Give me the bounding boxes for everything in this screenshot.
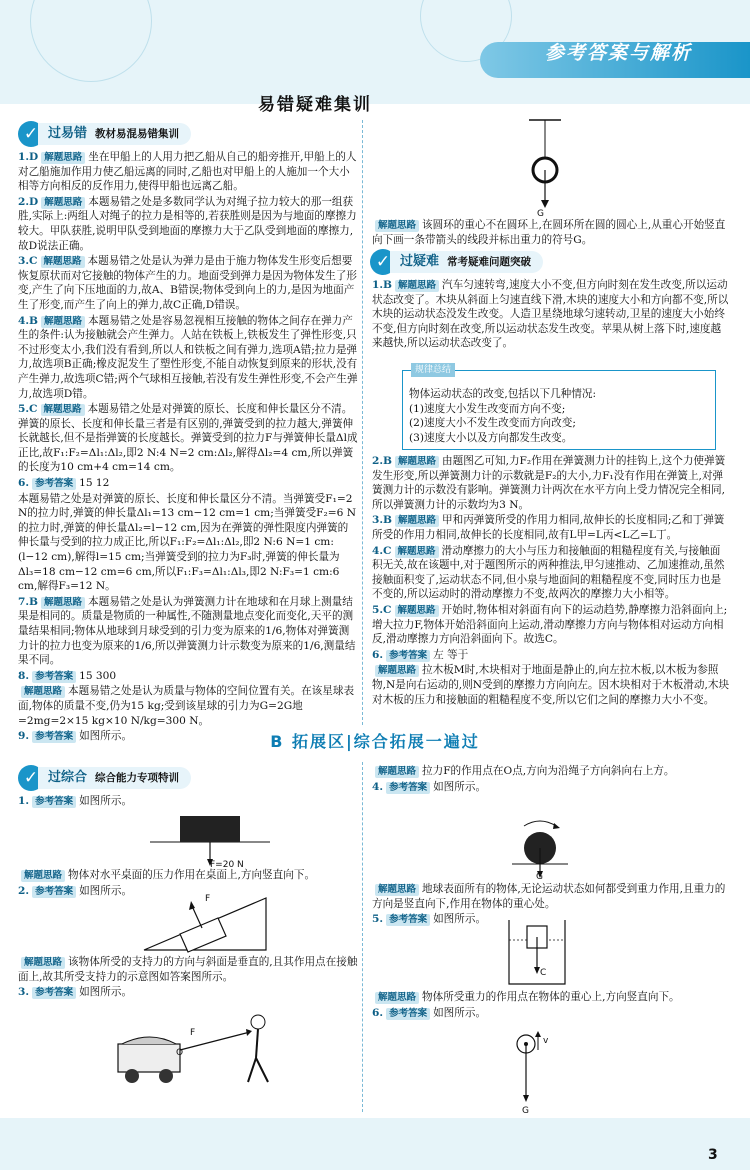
check-icon: ✓ <box>18 765 44 791</box>
answer-item: 解题思路 本题易错之处是认为质量与物体的空间位置有关。在该星球表面,物体的质量不变,仍为15 kg;受到该星球的引力为G=2G地=2mg=2×15 kg×10 N/kg=300 N。 <box>18 685 355 727</box>
answer-item: 解题思路 该圆环的重心不在圆环上,在圆环所在圆的圆心上,从重心开始竖直向下画一条带箭头的线段并标出重力的符号G。 <box>372 219 726 246</box>
answer-item: 4.B 解题思路 本题易错之处是容易忽视相互接触的物体之间存在弹力产生的条件:认为接触就会产生弹力。人站在铁板上,铁板发生了弹性形变,只不过形变太小,我们没有看到,所以人和铁板之间有弹力,选项A错;拉力是弹力,故选项B正确;橡皮泥发生了塑性形变,不能自动恢复到原来的形状,没有产生弹力,故选项C错;两个气球相互接触,若没有发生弹性形变,不会产生弹力,故选项D错。 <box>18 314 358 400</box>
c-right-items: 解题思路 拉力F的作用点在O点,方向为沿绳子方向斜向右上方。 4. 参考答案 如图所示。 <box>372 765 675 793</box>
answer-item: 3.B 解题思路 甲和丙弹簧所受的作用力相同,故伸长的长度相同;乙和丁弹簧所受的作用力相同,故伸长的长度相同,故有L甲=L丙<L乙=L丁。 <box>372 514 725 541</box>
answer-item: 2.B 解题思路 由题图乙可知,力F₂作用在弹簧测力计的挂钩上,这个力使弹簧发生形变,所以弹簧测力计的示数就是F₂的大小,力F₁没有作用在弹簧上,对弹簧测力计的示数没有影响。弹簧测力计两次在水平方向上受力情况完全相同,所以弹簧测力计的示数均为3 N。 <box>372 455 726 511</box>
answer-item: 本题易错之处是对弹簧的原长、长度和伸长量区分不清。当弹簧受F₁=2 N的拉力时,弹簧的伸长量Δl₁=13 cm−12 cm=1 cm;当弹簧受F₂=6 N的拉力时,弹簧的伸长量Δl₂=l−12 cm,因为在弹簧的弹性限度内弹簧的伸长量与受到的拉力成正比,所以F₁:F₂=Δl₁:Δl₂,即2 N:6 N=1 cm:(l−12 cm),解得l=15 cm;当弹簧受到的拉力为F₃时,弹簧的伸长量为Δl₃=18 cm−12 cm=6 cm,所以F₁:F₃=Δl₁:Δl₃,即2 N:F₃=1 cm:6 cm,解得F₃=12 N。 <box>18 492 357 593</box>
answer-item: 5.C 解题思路 本题易错之处是对弹簧的原长、长度和伸长量区分不清。弹簧的原长、长度和伸长量三者是有区别的,弹簧受到的拉力越大,弹簧伸长就越长,但不是指弹簧的长度越长。弹簧受到的拉力F与弹簧伸长量Δl成正比,故F₁:F₂=Δl₁:Δl₂,即2 N:4 N=2 cm:Δl₂,解得Δl₂=4 cm,所以弹簧的长度为10 cm+4 cm=14 cm。 <box>18 403 358 474</box>
c-left-item: 1. 参考答案 如图所示。 <box>18 795 133 807</box>
check-icon: ✓ <box>18 121 44 147</box>
summary-line: (1)速度大小发生改变而方向不变; <box>409 402 566 415</box>
section-b-banner: B 拓展区|综合拓展一遍过 <box>270 732 480 751</box>
section-header-comprehensive <box>18 764 191 792</box>
answer-item: 4.C 解题思路 滑动摩擦力的大小与压力和接触面的粗糙程度有关,与接触面积无关,故在该题中,对于题图所示的两种推法,甲匀速推动、乙加速推动,虽然接触面积变了,运动状态不同,但小泉与地面间的粗糙程度不变,同时压力也是不变的,所以运动时的滑动摩擦力不变,故两次的摩擦力大小相等。 <box>372 544 725 601</box>
moving-ball-figure <box>508 1030 558 1112</box>
right-column-top <box>372 218 730 248</box>
answer-item: 6. 参考答案 左 等于 <box>372 648 469 661</box>
point-label: O <box>176 1048 184 1058</box>
point-label: C <box>540 968 547 978</box>
velocity-label: v <box>543 1036 549 1046</box>
summary-line: (2)速度大小不发生改变而方向改变; <box>409 417 576 430</box>
c-left-items: 解题思路 该物体所受的支持力的方向与斜面是垂直的,且其作用点在接触面上,故其所受支持力的示意图如答案图所示。 3. 参考答案 如图所示。 <box>18 956 358 999</box>
answer-item: 3.C 解题思路 本题易错之处是认为弹力是由于施力物体发生形变后想要恢复原状而对它接触的物体产生的力。地面受到弹力是因为物体发生了形变,产生了向下压地面的力,故A、B错误;物体受到向上的力,是因为地面产生了形变,而产生了向上的弹力,故C正确,D错误。 <box>18 255 357 311</box>
section-subtitle: 教材易混易错集训 <box>95 127 180 140</box>
section-subtitle: 综合能力专项特训 <box>95 771 180 784</box>
gravity-label: G <box>522 1106 529 1116</box>
page-number: 3 <box>708 1147 718 1163</box>
left-column <box>18 150 358 745</box>
c-right-items: 解题思路 物体所受重力的作用点在物体的重心上,方向竖直向下。 6. 参考答案 如图所示。 <box>372 991 680 1019</box>
answer-item: 1.D 解题思路 坐在甲船上的人用力把乙船从自己的船旁推开,甲船上的人对乙船施加作用力使乙船远离的同时,乙船也对甲船上的人施加一个大小相等方向相反的反作用力,使得甲船也远离乙船。 <box>18 151 357 193</box>
answer-item: 8. 参考答案 15 300 <box>18 669 117 682</box>
section-header-errors <box>18 120 191 148</box>
page-title: 易错疑难集训 <box>258 95 372 115</box>
answer-item: 6. 参考答案 15 12 <box>18 477 110 490</box>
summary-line: (3)速度大小以及方向都发生改变。 <box>409 431 573 444</box>
section-title: 过疑难 <box>400 253 440 269</box>
section-title: 过综合 <box>48 769 88 785</box>
section-header-difficulties <box>370 248 543 276</box>
column-divider <box>362 762 363 1112</box>
column-divider <box>362 120 363 725</box>
c-left-items: 解题思路 物体对水平桌面的压力作用在桌面上,方向竖直向下。 2. 参考答案 如图所示。 <box>18 869 316 897</box>
section-title: 过易错 <box>48 125 88 141</box>
footer-band <box>0 1118 750 1170</box>
answer-item: 1.B 解题思路 汽车匀速转弯,速度大小不变,但方向时刻在发生改变,所以运动状态改变了。木块从斜面上匀速直线下滑,木块的速度大小和方向都不变,所以木块的运动状态没发生改变。人造卫星绕地球匀速转动,卫星的速度大小始终不变,但方向时刻在改变,所以运动状态发生改变。苹果从树上落下时,速度越来越快,所以运动状态改变了。 <box>372 279 729 350</box>
force-label: F=20 N <box>210 860 244 870</box>
right-column-b2 <box>372 454 730 708</box>
answer-item: 2.D 解题思路 本题易错之处是多数同学认为对绳子拉力较大的那一组获胜,实际上:两组人对绳子的拉力是相等的,若获胜则是因为与地面的摩擦力较大。甲队获胜,说明甲队受到地面的摩擦力大于乙队受到地面的摩擦力,故D说法正确。 <box>18 195 357 252</box>
gravity-label: G <box>536 872 543 882</box>
summary-line: 物体运动状态的改变,包括以下几种情况: <box>409 388 597 400</box>
check-icon: ✓ <box>370 249 396 275</box>
rule-summary-box <box>402 365 716 450</box>
ring-gravity-figure <box>525 118 565 218</box>
right-column-b1 <box>372 278 730 352</box>
floating-block-figure <box>505 916 569 988</box>
c-right-items: 解题思路 地球表面所有的物体,无论运动状态如何都受到重力作用,且重力的方向是竖直向下,作用在物体的重心处。 5. 参考答案 如图所示。 <box>372 883 726 926</box>
summary-label: 规律总结 <box>411 363 455 377</box>
answer-item: 9. 参考答案 如图所示。 <box>18 730 133 743</box>
answer-item: 5.C 解题思路 开始时,物体相对斜面有向下的运动趋势,静摩擦力沿斜面向上;增大拉力F,物体开始沿斜面向上运动,滑动摩擦力方向与物体相对运动方向相反,滑动摩擦力方向沿斜面向下。故选C。 <box>372 603 728 646</box>
section-subtitle: 常考疑难问题突破 <box>447 255 532 268</box>
gravity-label: G <box>537 209 544 219</box>
answer-item: 解题思路 拉木板M时,木块相对于地面是静止的,向左拉木板,以木板为参照物,N是向右运动的,则N受到的摩擦力方向向左。因木块相对于木板滑动,木块对木板的压力和接触面的粗糙程度不变,所以它们之间的摩擦力大小不变。 <box>372 664 730 706</box>
banner-title: 参考答案与解析 <box>544 42 692 64</box>
force-label: F <box>190 1028 196 1038</box>
answer-item: 7.B 解题思路 本题易错之处是认为弹簧测力计在地球和在月球上测量结果是相同的。质量是物质的一种属性,不随测量地点变化而变化,天平的测量结果相同;物体从地球到月球受到的引力变为原来的1/6,物体对弹簧测力计的拉力也变为原来的1/6,所以弹簧测力计示数变为原来的1/6,测量结果不同。 <box>18 595 356 667</box>
boy-pulling-cart-figure <box>110 1010 290 1086</box>
force-label: F <box>205 894 211 904</box>
